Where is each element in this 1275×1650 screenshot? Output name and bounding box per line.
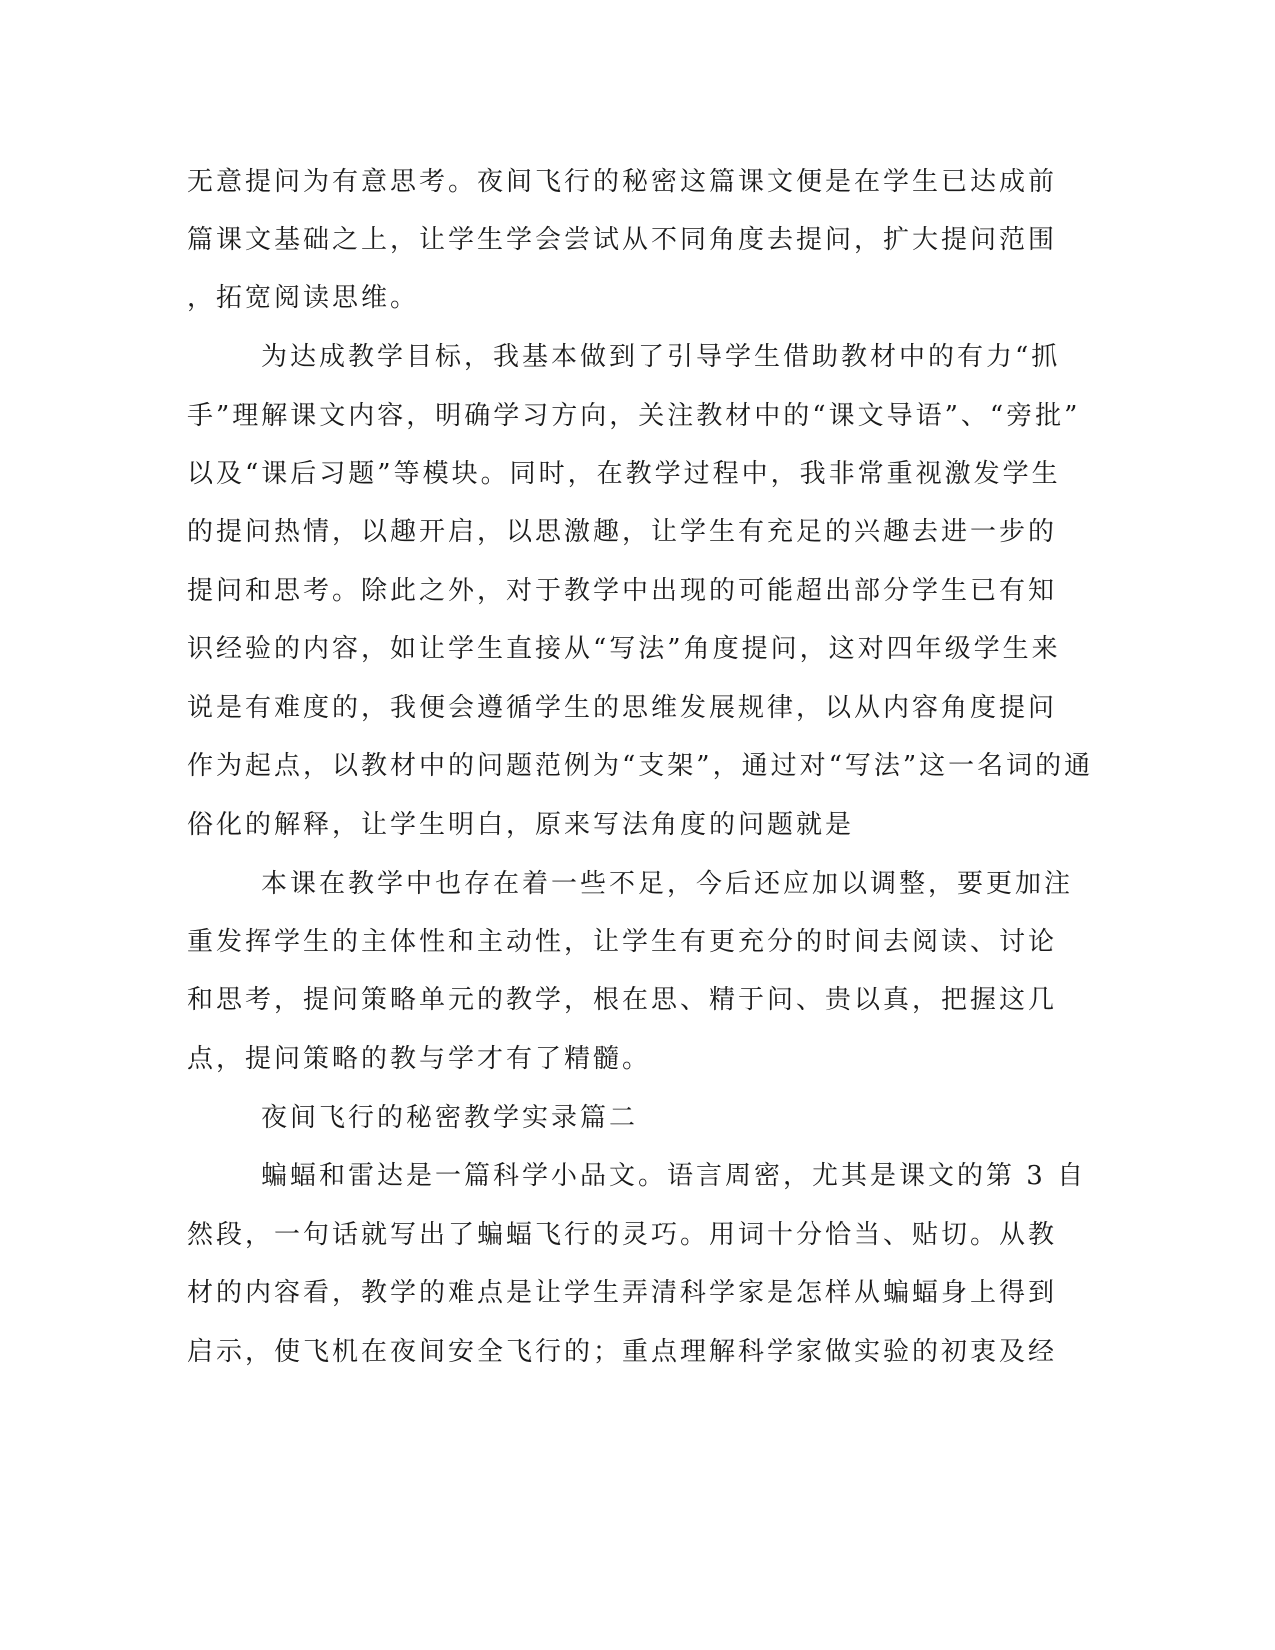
text-line: 提问和思考。除此之外，对于教学中出现的可能超出部分学生已有知 [187, 576, 1058, 606]
text-line: 材的内容看，教学的难点是让学生弄清科学家是怎样从蝙蝠身上得到 [187, 1278, 1058, 1308]
text-line: 篇课文基础之上，让学生学会尝试从不同角度去提问，扩大提问范围 [187, 225, 1058, 255]
text-line: 重发挥学生的主体性和主动性，让学生有更充分的时间去阅读、讨论 [187, 927, 1058, 957]
text-line: 点，提问策略的教与学才有了精髓。 [187, 1044, 652, 1074]
text-line: 识经验的内容，如让学生直接从“写法”角度提问，这对四年级学生来 [187, 634, 1061, 664]
text-line: 说是有难度的，我便会遵循学生的思维发展规律，以从内容角度提问 [187, 693, 1058, 723]
text-line: 启示，使飞机在夜间安全飞行的；重点理解科学家做实验的初衷及经 [187, 1337, 1058, 1367]
text-line: 然段，一句话就写出了蝙蝠飞行的灵巧。用词十分恰当、贴切。从教 [187, 1220, 1058, 1250]
paragraph-first-line: 蝙蝠和雷达是一篇科学小品文。语言周密，尤其是课文的第 3 自 [261, 1161, 1087, 1191]
text-line: 手”理解课文内容，明确学习方向，关注教材中的“课文导语”、“旁批” [187, 401, 1081, 431]
text-line: 无意提问为有意思考。夜间飞行的秘密这篇课文便是在学生已达成前 [187, 167, 1058, 197]
paragraph-first-line: 本课在教学中也存在着一些不足，今后还应加以调整，要更加注 [261, 869, 1074, 899]
text-line: 的提问热情，以趣开启，以思激趣，让学生有充足的兴趣去进一步的 [187, 517, 1058, 547]
text-line: 俗化的解释，让学生明白，原来写法角度的问题就是 [187, 810, 855, 840]
text-line: 以及“课后习题”等模块。同时，在教学过程中，我非常重视激发学生 [187, 459, 1061, 489]
text-line: 作为起点，以教材中的问题范例为“支架”，通过对“写法”这一名词的通 [187, 751, 1094, 781]
text-line: 和思考，提问策略单元的教学，根在思、精于问、贵以真，把握这几 [187, 985, 1058, 1015]
section-heading: 夜间飞行的秘密教学实录篇二 [261, 1103, 639, 1133]
text-line: ，拓宽阅读思维。 [187, 283, 420, 313]
paragraph-first-line: 为达成教学目标，我基本做到了引导学生借助教材中的有力“抓 [261, 342, 1061, 372]
